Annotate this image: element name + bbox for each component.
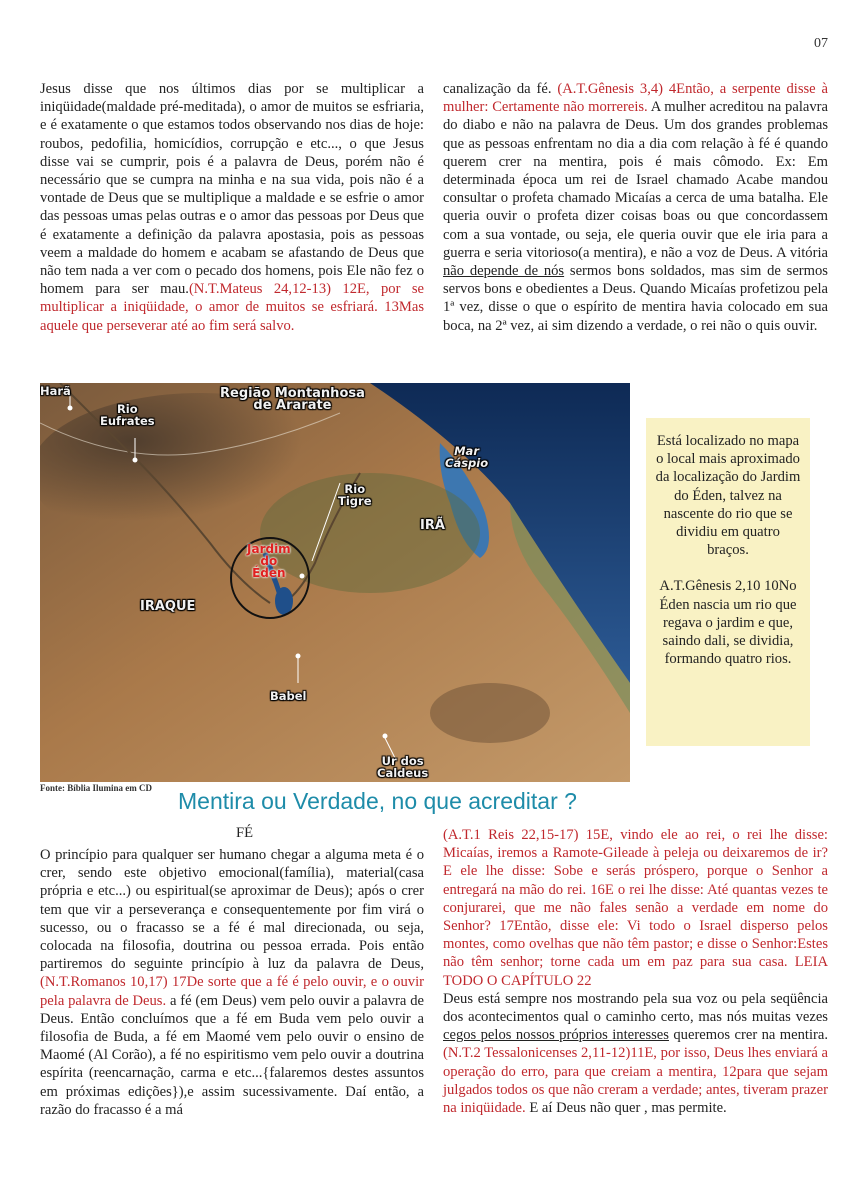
map-label-ararate: Região Montanhosa de Ararate: [220, 386, 365, 413]
body-text: Jesus disse que nos últimos dias por se multiplicar a iniqüidade(maldade pré-meditada), o amor de muitos se esfriaria, e é exatamente o que estamos todos observando nos dias de hoje: roubos, pedofilia, homicídios, corrupção e etc..., o que Jesus disse vai se cumprir, pois é a palavra de Deus, porém não é necessário que se cumpra na minha e na sua vida, pois não é a vontade de Deus que se multiplique a maldade e se esfrie o amor das pessoas umas pelas outras e o amor das pessoas por Deus que é exatamente a definição da palavra apostasia, pois as pessoas veem a maldade do homem e acabam se afastando de Deus que não tem nada a ver com o pecado dos homens, pois Ele não fez o homem para ser mau.: [40, 81, 424, 298]
map-label-eden: Jardim do Éden: [247, 542, 291, 580]
map-label-caspio: Mar Cáspio: [445, 444, 489, 470]
scripture-reference: (A.T.Gênesis 3,4) 4Então, a serpente disse à mulher: Certamente não morrereis.: [443, 81, 828, 116]
underlined-text: não depende de nós: [443, 263, 565, 280]
article-column-bottom-left: [40, 846, 424, 1119]
satellite-map: [40, 383, 630, 782]
body-text: O princípio para qualquer ser humano chegar a alguma meta é o crer, sendo este objetivo emocional(família), material(casa própria e etc...) ou espiritual(se aproximar de Deus); após o crer tem que vir a perseverança e consequentemente por fim virá o sucesso, ou o fracasso se a fé é mal direcionada, ou seja, colocada na filosofia, doutrina ou pessoa errada. Pois então partiremos do seguinte princípio à luz da palavra de Deus,: [40, 847, 424, 973]
map-label-hara: Harã: [40, 384, 71, 398]
article-column-top-right: [443, 80, 828, 335]
caption-scripture: A.T.Gênesis 2,10 10No Éden nascia um rio que regava o jardim e que, saindo dali, se dividia, formando quatro rios.: [659, 578, 797, 668]
caption-text: Está localizado no mapa o local mais aproximado da localização do Jardim do Éden, talvez na nascente do rio que se dividiu em quatro braços.: [655, 433, 801, 559]
page-number: 07: [814, 36, 828, 51]
article-column-top-left: [40, 80, 424, 335]
map-label-iraque: IRAQUE: [140, 599, 196, 614]
body-text: canalização da fé.: [443, 81, 558, 97]
body-text: Deus está sempre nos mostrando pela sua voz ou pela seqüência dos acontecimentos qual o caminho certo, mas nós muitas vezes: [443, 990, 828, 1026]
map-label-eufrates: Rio Eufrates: [100, 402, 155, 428]
map-label-tigre: Rio Tigre: [338, 482, 372, 508]
body-text: a fé (em Deus) vem pelo ouvir a palavra de Deus. Então concluímos que a fé em Buda vem pelo ouvir a filosofia de Buda, a fé em Maomé vem pelo ouvir o ensino de Maomé (Al Corão), a fé no espiritismo vem pelo ouvir a doutrina espírita (reencarnação, carma e etc...{falaremos destes assuntos em próximas edições}),e assim sucessivamente. Daí então, a razão do fracasso é a má: [40, 992, 424, 1118]
map-label-ira: IRÃ: [420, 518, 445, 533]
map-label-ur: Ur dos Caldeus: [377, 754, 429, 780]
body-text: sermos bons soldados, mas sim de sermos servos bons e obedientes a Deus. Quando Micaías profetizou pela 1ª vez, disse o que o espírito de mentira havia colocado em sua boca, na 2ª vez, ai sim dizendo a verdade, o rei não o quis ouvir.: [443, 263, 828, 334]
article-column-bottom-right: [443, 826, 828, 1117]
map-label-babel: Babel: [270, 689, 307, 703]
scripture-reference: (A.T.1 Reis 22,15-17) 15E, vindo ele ao rei, o rei lhe disse: Micaías, iremos a Ramote-Gileade à peleja ou deixaremos de ir? E ele lhe disse: Sobe e serás próspero, porque o Senhor a entregará na mão do rei. 16E o rei lhe disse: Até quantas vezes te conjurarei, que me não fales senão a verdade em nome do Senhor? 17Então, disse ele: Vi todo o Israel disperso pelos montes, como ovelhas que não têm pastor; e disse o Senhor:Estes não têm senhor; torne cada um em paz para sua casa. LEIA TODO O CAPÍTULO 22: [443, 827, 828, 989]
body-text: A mulher acreditou na palavra do diabo e não na palavra de Deus. Um dos grandes problemas que as pessoas enfrentam no dia a dia com relação à fé é quando querem crer na mentira, pois é mais cômodo. Ex: Em determinada época um rei de Israel chamado Acabe mandou consultar o profeta chamado Micaías a cerca de uma batalha. Ele queria ouvir o profeta dizer coisas boas ou que concordassem com a sua vontade, ou seja, ele queria ouvir que ele iria para a guerra e seria vitorioso(a mentira), e não a voz de Deus. A vitória: [443, 99, 828, 261]
section-headline: Mentira ou Verdade, no que acreditar ?: [178, 788, 577, 814]
scripture-reference: (N.T.2 Tessalonicenses 2,11-12)11E, por isso, Deus lhes enviará a operação do erro, para que creiam a mentira, 12para que sejam julgados todos os que não creram a verdade; antes, tiveram prazer na iniqüidade.: [443, 1045, 828, 1117]
body-text: E aí Deus não quer , mas permite.: [525, 1100, 727, 1117]
body-text: queremos crer na mentira.: [668, 1027, 828, 1044]
image-source: Fonte: Bíblia Ilumina em CD: [40, 783, 153, 793]
scripture-reference: (N.T.Mateus 24,12-13) 12E, por se multiplicar a iniqüidade, o amor de muitos se esfriará. 13Mas aquele que perseverar até ao fim será salvo.: [40, 281, 425, 334]
map-caption-box: [646, 418, 810, 746]
underlined-text: cegos pelos nossos próprios interesses: [443, 1027, 669, 1044]
map-terrain: [40, 383, 630, 782]
section-subtitle: FÉ: [236, 825, 254, 841]
scripture-reference: (N.T.Romanos 10,17) 17De sorte que a fé é pelo ouvir, e o ouvir pela palavra de Deus.: [40, 974, 424, 1009]
